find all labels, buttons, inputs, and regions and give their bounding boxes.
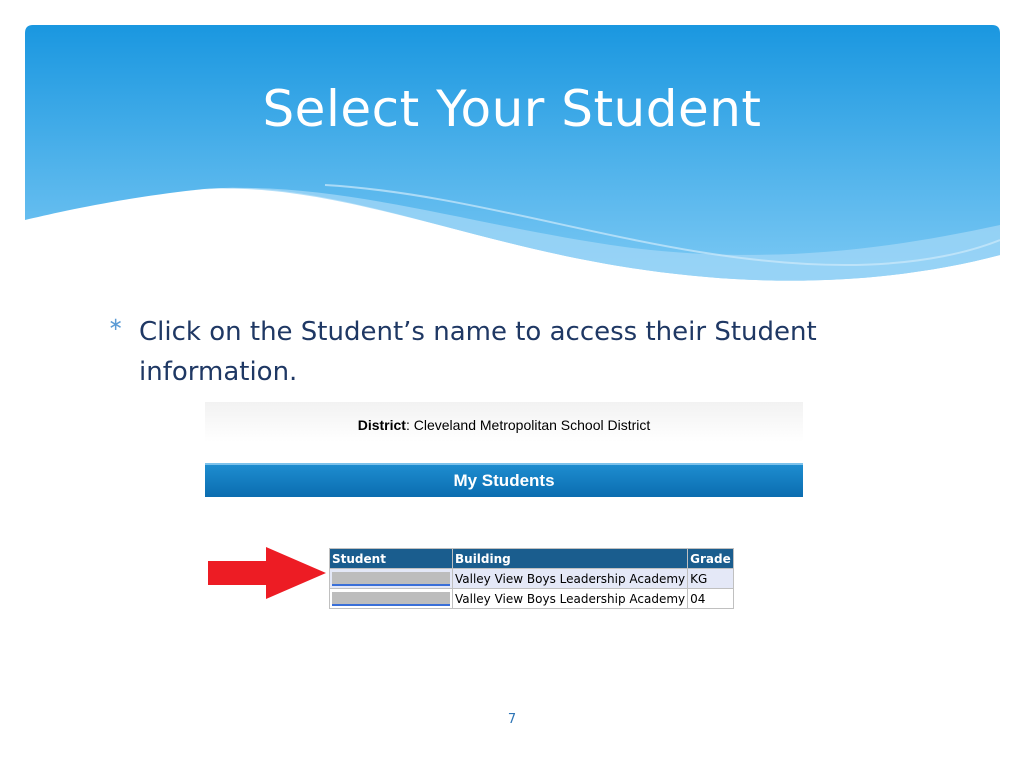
page-number: 7 bbox=[507, 712, 517, 727]
column-header-student: Student bbox=[330, 549, 453, 569]
bullet-text: Click on the Student’s name to access their Student information. bbox=[139, 317, 817, 387]
building-cell: Valley View Boys Leadership Academy bbox=[453, 569, 688, 589]
students-table bbox=[329, 548, 734, 609]
table-row bbox=[330, 569, 734, 589]
redacted-name[interactable] bbox=[332, 592, 450, 606]
my-students-banner: My Students bbox=[205, 463, 803, 497]
student-name-link[interactable] bbox=[330, 589, 453, 609]
asterisk-bullet-icon: ∗ bbox=[108, 314, 124, 335]
district-value: : Cleveland Metropolitan School District bbox=[405, 417, 651, 433]
table-row bbox=[330, 589, 734, 609]
building-cell: Valley View Boys Leadership Academy bbox=[453, 589, 688, 609]
student-name-link[interactable] bbox=[330, 569, 453, 589]
title-header-band bbox=[25, 25, 1000, 290]
district-bar bbox=[205, 402, 803, 442]
district-label: District bbox=[357, 417, 406, 433]
embedded-screenshot bbox=[205, 402, 803, 622]
slide-title: Select Your Student bbox=[262, 80, 762, 138]
grade-cell: 04 bbox=[688, 589, 734, 609]
grade-cell: KG bbox=[688, 569, 734, 589]
red-arrow-icon bbox=[208, 547, 328, 603]
wave-header-graphic bbox=[25, 25, 1000, 290]
column-header-grade: Grade bbox=[688, 549, 734, 569]
redacted-name[interactable] bbox=[332, 572, 450, 586]
column-header-building: Building bbox=[453, 549, 688, 569]
table-header-row bbox=[330, 549, 734, 569]
